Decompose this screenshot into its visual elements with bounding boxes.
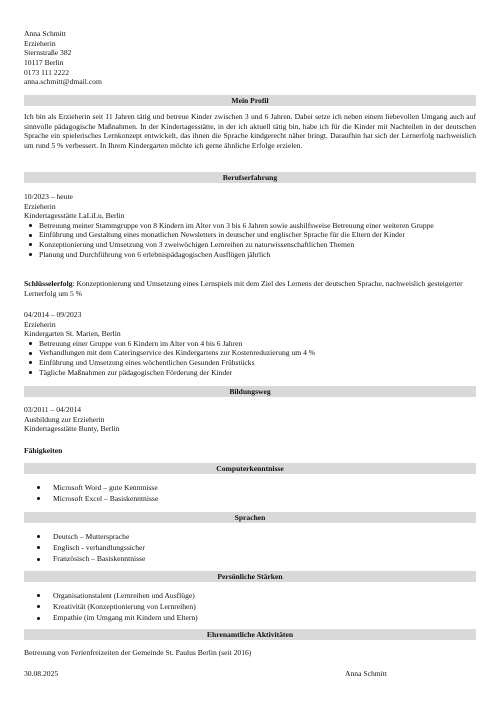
skills-heading: Fähigkeiten <box>24 446 63 455</box>
job-bullet: Betreuung meiner Stammgruppe von 8 Kindern im Alter von 3 bis 6 Jahren sowie aushilfsweise Betreuung einer weiteren Gruppe <box>24 221 476 231</box>
contact-street: Sternstraße 382 <box>24 48 72 58</box>
job-bullet: Verhandlungen mit dem Cateringservice des Kindergartens zur Kostenreduzierung um 4 % <box>24 348 476 358</box>
volunteering-text: Betreuung von Ferienfreizeiten der Gemeinde St. Paulus Berlin (seit 2016) <box>24 648 252 657</box>
contact-job-title: Erzieherin <box>24 38 56 48</box>
section-header-profile: Mein Profil <box>24 95 476 106</box>
job-entry-2 <box>24 310 476 377</box>
job-bullet: Tägliche Maßnahmen zur pädagogischen Förderung der Kinder <box>24 368 476 378</box>
footer-date: 30.08.2025 <box>24 669 59 678</box>
job-employer: Kindergarten St. Marien, Berlin <box>24 329 121 339</box>
footer-signature: Anna Schmitt <box>345 669 387 678</box>
job-period: 10/2023 – heute <box>24 192 73 201</box>
job-bullet: Konzeptionierung und Umsetzung von 3 zweiwöchigen Lernreihen zu naturwissenschaftlichen Themen <box>24 240 476 250</box>
skill-item: Französisch – Basiskenntnisse <box>24 554 476 564</box>
skill-item: Organisationstalent (Lernreihen und Ausflüge) <box>24 591 476 601</box>
skill-item: Deutsch – Muttersprache <box>24 532 476 542</box>
contact-city: 10117 Berlin <box>24 58 64 68</box>
job-title: Erzieherin <box>24 319 56 329</box>
job-period: 04/2014 – 09/2023 <box>24 310 82 319</box>
job-bullet: Einführung und Gestaltung eines monatlichen Newsletters in deutscher und englischer Sprache für die Eltern der Kinder <box>24 230 476 240</box>
skill-item: Empathie (im Umgang mit Kindern und Eltern) <box>24 613 476 623</box>
section-header-strengths: Persönliche Stärken <box>24 571 476 582</box>
job-bullet: Betreuung einer Gruppe von 6 Kindern im Alter von 4 bis 6 Jahren <box>24 339 476 349</box>
key-success-text: : Konzeptionierung und Umsetzung eines Lernspiels mit dem Ziel des Lernens der deutschen Sprache, nachweislich gesteigerter Lernerfolg um 5 % <box>24 279 463 298</box>
job-bullets <box>24 221 476 259</box>
contact-phone: 0173 111 2222 <box>24 67 69 77</box>
job-bullet: Planung und Durchführung von 6 erlebnispädagogischen Ausflügen jährlich <box>24 250 476 260</box>
contact-block <box>24 29 102 87</box>
education-school: Kindertagesstätte Bunty, Berlin <box>24 424 120 434</box>
job-entry-1 <box>24 192 476 259</box>
contact-name: Anna Schmitt <box>24 29 66 38</box>
skill-item: Kreativität (Konzeptionierung von Lernreihen) <box>24 602 476 612</box>
job-bullets <box>24 339 476 377</box>
language-skills-list <box>24 532 476 566</box>
skill-item: Englisch - verhandlungssicher <box>24 543 476 553</box>
section-header-experience: Berufserfahrung <box>24 172 476 183</box>
job-title: Erzieherin <box>24 201 56 211</box>
skill-item: Microsoft Excel – Basiskenntnisse <box>24 494 476 504</box>
education-degree: Ausbildung zur Erzieherin <box>24 414 105 424</box>
strengths-list <box>24 591 476 625</box>
profile-text: Ich bin als Erzieherin seit 11 Jahren tätig und betreue Kinder zwischen 3 und 6 Jahren. Dabei setze ich neben einem liebevollen Umgang auch auf sinnvolle pädagogische Maßnahmen. In der Kindertagesstätte, in der ich aktuell tätig bin, habe ich für die Kinder mit Nachteilen in der deutschen Sprache ein spielerisches Lernkonzept entwickelt, das ihnen die Sprache kindgerecht näher bringt. Daraufhin hat sich der Lernerfolg nachweislich um rund 5 % verbessert. In Ihrem Kindergarten möchte ich gerne ähnliche Erfolge erzielen. <box>24 112 476 150</box>
skill-item: Microsoft Word – gute Kenntnisse <box>24 483 476 493</box>
job-employer: Kindertagesstätte LaLiLu, Berlin <box>24 211 125 221</box>
education-entry <box>24 405 476 434</box>
section-header-volunteering: Ehrenamtliche Aktivitäten <box>24 629 476 640</box>
section-header-education: Bildungsweg <box>24 386 476 397</box>
computer-skills-list <box>24 483 476 505</box>
key-success-label: Schlüsselerfolg <box>24 279 73 288</box>
section-header-languages: Sprachen <box>24 512 476 523</box>
contact-email: anna.schmitt@dmail.com <box>24 77 102 87</box>
education-period: 03/2011 – 04/2014 <box>24 405 82 414</box>
key-success <box>24 279 476 298</box>
section-header-computer: Computerkenntnisse <box>24 463 476 474</box>
job-bullet: Einführung und Umsetzung eines wöchentlichen Gesunden Frühstücks <box>24 358 476 368</box>
